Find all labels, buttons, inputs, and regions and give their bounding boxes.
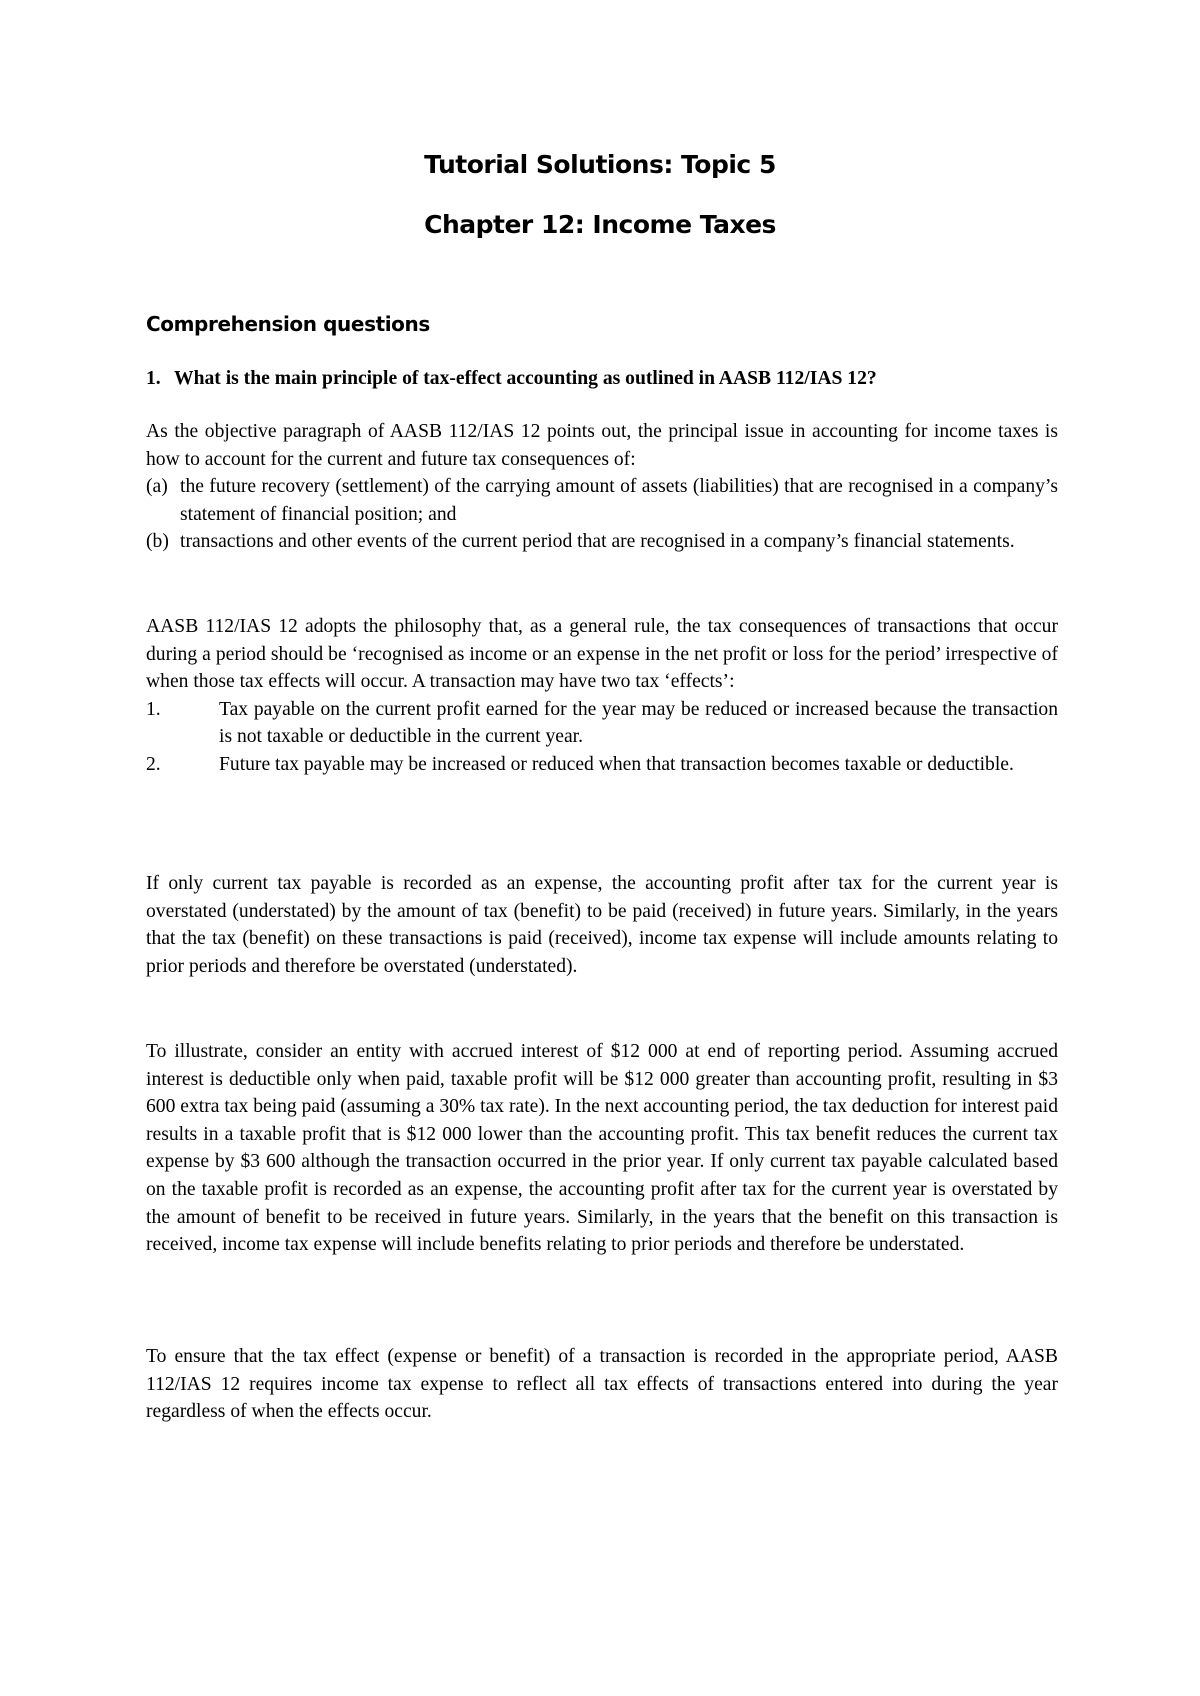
- list-marker: 1.: [146, 698, 161, 720]
- list-marker: (b): [146, 531, 169, 553]
- paragraph-illustration: [146, 1038, 1058, 1259]
- list-item-text: the future recovery (settlement) of the carrying amount of assets (liabilities) that are recognised in a company’s statement of financial position; and: [180, 476, 1058, 525]
- document-subtitle: Chapter 12: Income Taxes: [424, 210, 776, 239]
- paragraph-text: To illustrate, consider an entity with accrued interest of $12 000 at end of reporting period. Assuming accrued interest is deductible only when paid, taxable profit will be $12 000 greater than accounting profit, resulting in $3 600 extra tax being paid (assuming a 30% tax rate). In the next accounting period, the tax deduction for interest paid results in a taxable profit that is $12 000 lower than the accounting profit. This tax benefit reduces the current tax expense by $3 600 although the transaction occurred in the prior year. If only current tax payable calculated based on the taxable profit is recorded as an expense, the accounting profit after tax for the current year is overstated by the amount of benefit to be received in future years. Similarly, in the years that the benefit on this transaction is received, income tax expense will include benefits relating to prior periods and therefore be understated.: [146, 1041, 1058, 1256]
- document-title: Tutorial Solutions: Topic 5: [424, 150, 776, 179]
- paragraph-text: As the objective paragraph of AASB 112/IAS 12 points out, the principal issue in accounting for income taxes is how to account for the current and future tax consequences of:: [146, 421, 1058, 470]
- list-item-text: Tax payable on the current profit earned for the year may be reduced or increased because the transaction is not taxable or deductible in the current year.: [219, 698, 1058, 748]
- paragraph-philosophy: [146, 613, 1058, 779]
- paragraph-text: To ensure that the tax effect (expense or benefit) of a transaction is recorded in the appropriate period, AASB 112/IAS 12 requires income tax expense to reflect all tax effects of transactions entered into during the year regardless of when the effects occur.: [146, 1346, 1058, 1423]
- question-text: What is the main principle of tax-effect accounting as outlined in AASB 112/IAS 12?: [174, 368, 877, 389]
- question-heading: [146, 365, 1058, 393]
- paragraph-text: If only current tax payable is recorded as an expense, the accounting profit after tax for the current year is overstated (understated) by the amount of tax (benefit) to be paid (received) in future years. Similarly, in the years that the tax (benefit) on these transactions is paid (received), income tax expense will include amounts relating to prior periods and therefore be overstated (understated).: [146, 873, 1058, 977]
- list-marker: 2.: [146, 753, 161, 775]
- list-item-text: Future tax payable may be increased or reduced when that transaction becomes taxable or deductible.: [219, 753, 1014, 775]
- list-item: [146, 751, 1058, 779]
- list-marker: (a): [146, 476, 168, 498]
- paragraph-text: AASB 112/IAS 12 adopts the philosophy that, as a general rule, the tax consequences of transactions that occur during a period should be ‘recognised as income or an expense in the net profit or loss for the period’ irrespective of when those tax effects will occur. A transaction may have two tax ‘effects’:: [146, 616, 1058, 693]
- section-heading: Comprehension questions: [146, 312, 430, 336]
- list-item: [146, 528, 1058, 556]
- paragraph-conclusion: [146, 1343, 1058, 1426]
- list-item: [146, 473, 1058, 528]
- question-number: 1.: [146, 368, 161, 389]
- list-item-text: transactions and other events of the current period that are recognised in a company’s financial statements.: [180, 531, 1015, 553]
- list-item: [146, 696, 1058, 751]
- paragraph-overstatement: [146, 870, 1058, 980]
- paragraph-objective: [146, 418, 1058, 556]
